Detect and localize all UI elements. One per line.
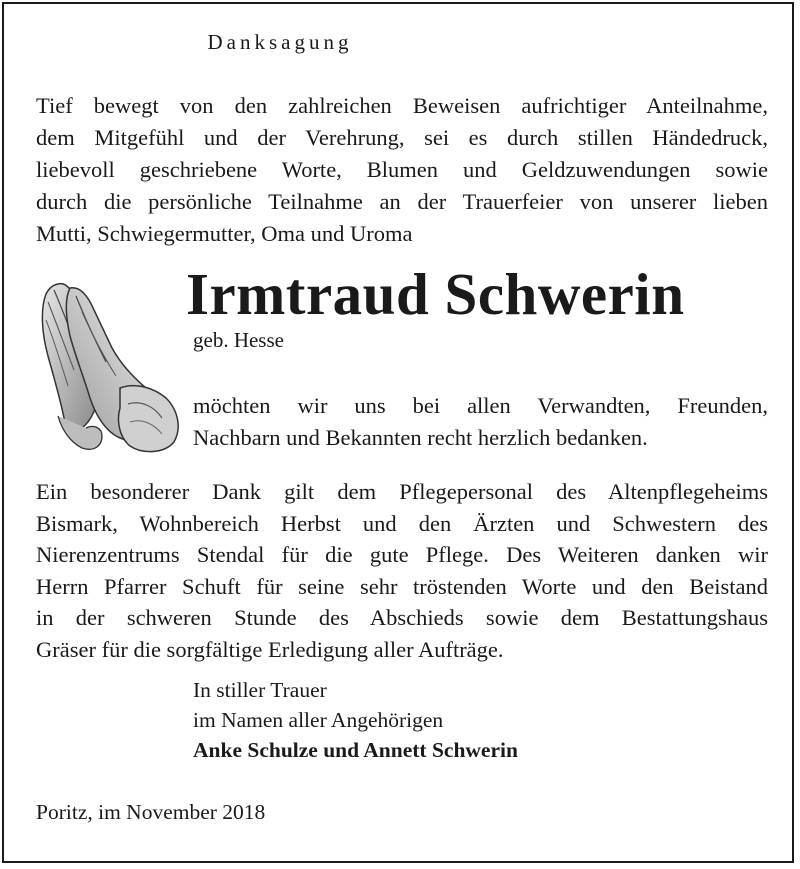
special-line: Nierenzentrums Stendal für die gute Pflege. Des Weiteren danken wir	[36, 542, 768, 567]
intro-line: durch die persönliche Teilnahme an der Trauerfeier von unserer lieben	[36, 189, 768, 214]
signature-line: im Namen aller Angehörigen	[193, 708, 444, 732]
notice-title: Danksagung	[207, 30, 353, 54]
signature-line: In stiller Trauer	[193, 678, 327, 702]
thanks-line: Nachbarn und Bekannten recht herzlich bedanken.	[193, 425, 648, 450]
special-line: Gräser für die sorgfältige Erledigung aller Aufträge.	[36, 636, 504, 662]
intro-line: liebevoll geschriebene Worte, Blumen und Geldzuwendungen sowie	[36, 157, 768, 182]
special-line: in der schweren Stunde des Abschieds sowie dem Bestattungshaus	[36, 605, 768, 630]
place-date: Poritz, im November 2018	[36, 800, 266, 824]
intro-line: Tief bewegt von den zahlreichen Beweisen aufrichtiger Anteilnahme,	[36, 93, 768, 118]
intro-line: dem Mitgefühl und der Verehrung, sei es durch stillen Händedruck,	[36, 125, 768, 150]
deceased-name: Irmtraud Schwerin	[186, 261, 685, 327]
praying-hands-icon	[36, 278, 186, 456]
special-line: Bismark, Wohnbereich Herbst und den Ärzten und Schwestern des	[36, 510, 768, 536]
intro-line: Mutti, Schwiegermutter, Oma und Uroma	[36, 221, 413, 246]
thanks-line: möchten wir uns bei allen Verwandten, Freunden,	[193, 393, 768, 418]
special-line: Herrn Pfarrer Schuft für seine sehr tröstenden Worte und den Beistand	[36, 573, 768, 599]
special-thanks-paragraph	[36, 476, 768, 665]
birth-name: geb. Hesse	[193, 328, 284, 352]
signature-block	[193, 675, 518, 765]
thanks-paragraph	[193, 390, 768, 454]
signature-names: Anke Schulze und Annett Schwerin	[193, 738, 518, 762]
intro-paragraph	[36, 90, 768, 250]
special-line: Ein besonderer Dank gilt dem Pflegepersonal des Altenpflegeheims	[36, 479, 768, 504]
